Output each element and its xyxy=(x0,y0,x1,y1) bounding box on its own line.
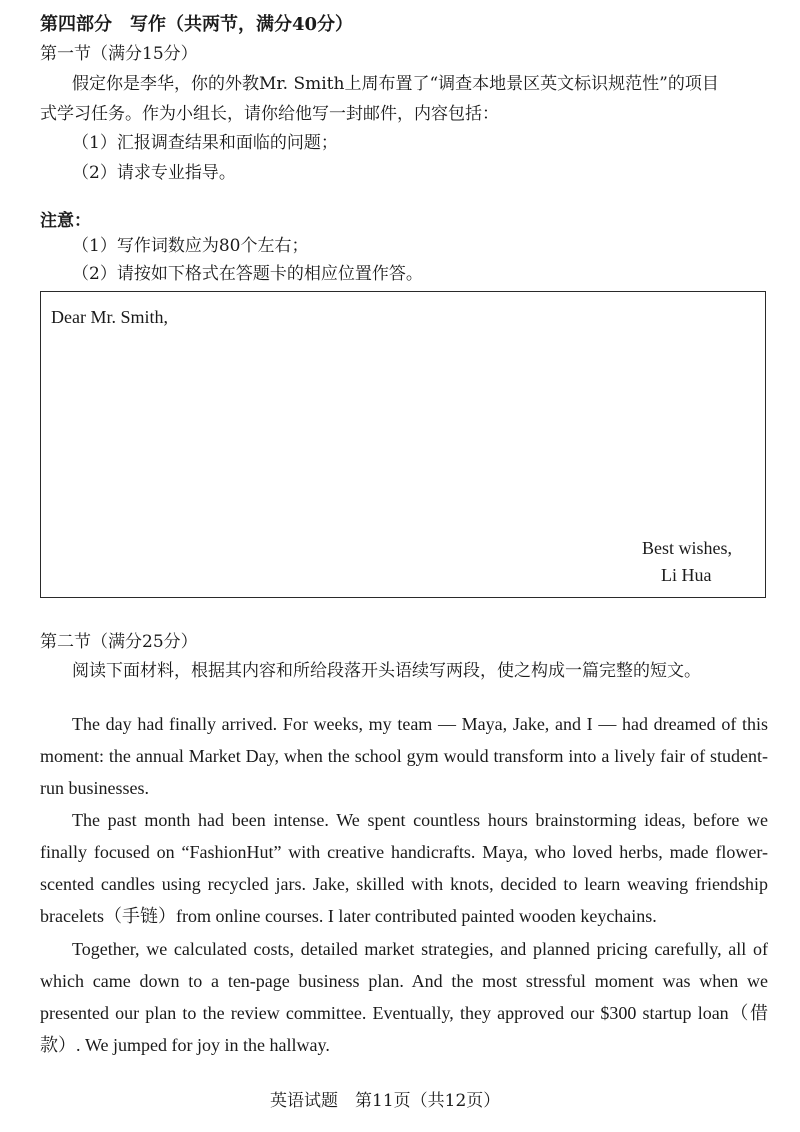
letter-closing: Best wishes, xyxy=(642,538,732,558)
notice-item-2: （2）请按如下格式在答题卡的相应位置作答。 xyxy=(72,264,423,284)
part-title: 第四部分 写作（共两节，满分40分） xyxy=(40,14,354,35)
prompt-line-1: 假定你是李华，你的外教Mr. Smith上周布置了“调查本地景区英文标识规范性”的项目 xyxy=(72,74,719,94)
letter-signature: Li Hua xyxy=(661,565,712,585)
notice-item-1: （1）写作词数应为80个左右； xyxy=(72,236,309,256)
letter-greeting: Dear Mr. Smith, xyxy=(51,307,168,327)
letter-answer-box xyxy=(40,291,766,598)
section1-heading: 第一节（满分15分） xyxy=(40,44,198,64)
prompt-line-2: 式学习任务。作为小组长，请你给他写一封邮件，内容包括： xyxy=(40,104,499,124)
passage-paragraph-1: The day had finally arrived. For weeks, my team — Maya, Jake, and I — had dreamed of this moment: the annual Market Day, when the school gym would transform into a lively fair of student-run businesses. xyxy=(40,714,768,798)
notice-label: 注意： xyxy=(40,211,91,231)
section2-instruction: 阅读下面材料，根据其内容和所给段落开头语续写两段，使之构成一篇完整的短文。 xyxy=(72,661,701,681)
section2-heading: 第二节（满分25分） xyxy=(40,632,198,652)
task-item-2: （2）请求专业指导。 xyxy=(72,163,236,183)
page-footer: 英语试题 第11页（共12页） xyxy=(270,1091,501,1111)
passage-paragraph-2: The past month had been intense. We spent countless hours brainstorming ideas, before we finally focused on “FashionHut” with creative handicrafts. Maya, who loved herbs, made flower-scented candles using recycled jars. Jake, skilled with knots, decided to learn weaving friendship bracelets（手链）from online courses. I later contributed painted wooden keychains. xyxy=(40,810,768,926)
task-item-1: （1）汇报调查结果和面临的问题； xyxy=(72,133,338,153)
passage-paragraph-3: Together, we calculated costs, detailed market strategies, and planned pricing carefully, all of which came down to a ten-page business plan. And the most stressful moment was when we presented our plan to the review committee. Eventually, they approved our $300 startup loan（借款）. We jumped for joy in the hallway. xyxy=(40,939,768,1055)
